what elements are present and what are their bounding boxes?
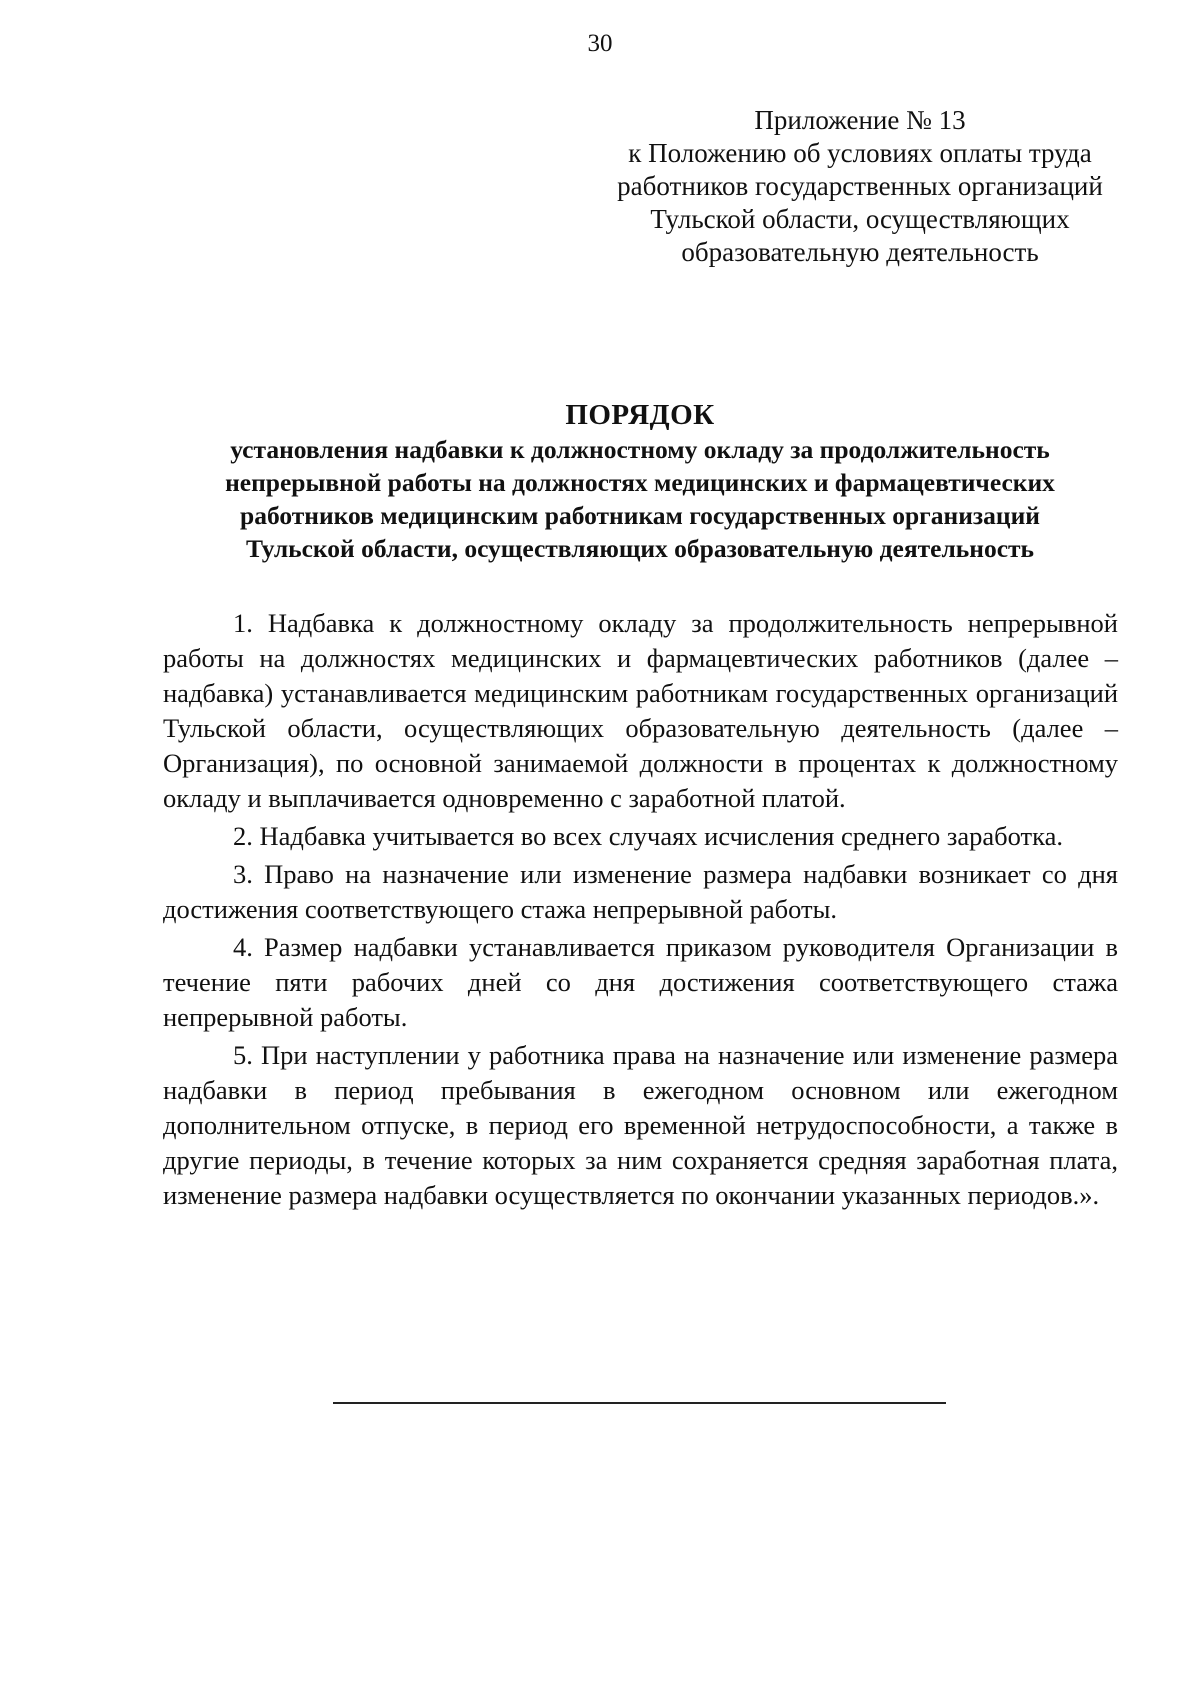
title-subtitle-line: установления надбавки к должностному окладу за продолжительность [230, 435, 1050, 464]
title-main: ПОРЯДОК [565, 399, 715, 431]
paragraph-4: 4. Размер надбавки устанавливается приказом руководителя Организации в течение пяти рабочих дней со дня достижения соответствующего стажа непрерывной работы. [163, 932, 1118, 1032]
appendix-reference [580, 104, 1140, 269]
end-divider-line [333, 1402, 946, 1404]
title-subtitle-line: работников медицинским работникам государственных организаций [240, 501, 1040, 530]
appendix-line: работников государственных организаций [617, 171, 1103, 201]
title-subtitle-line: непрерывной работы на должностях медицинских и фармацевтических [225, 468, 1055, 497]
appendix-line: образовательную деятельность [681, 237, 1039, 267]
appendix-line: к Положению об условиях оплаты труда [628, 138, 1092, 168]
paragraph-1: 1. Надбавка к должностному окладу за продолжительность непрерывной работы на должностях медицинских и фармацевтических работников (далее – надбавка) устанавливается медицинским работникам государственных организаций Тульской области, осуществляющих образовательную деятельность (далее – Организация), по основной занимаемой должности в процентах к должностному окладу и выплачивается одновременно с заработной платой. [163, 608, 1118, 813]
document-title [140, 397, 1140, 565]
paragraph-3: 3. Право на назначение или изменение размера надбавки возникает со дня достижения соответствующего стажа непрерывной работы. [163, 859, 1118, 924]
document-body [163, 606, 1118, 1216]
page-number: 30 [587, 30, 613, 57]
paragraph-5: 5. При наступлении у работника права на назначение или изменение размера надбавки в период пребывания в ежегодном основном или ежегодном дополнительном отпуске, в период его временной нетрудоспособности, а также в другие периоды, в течение которых за ним сохраняется средняя заработная плата, изменение размера надбавки осуществляется по окончании указанных периодов.». [163, 1040, 1118, 1210]
title-subtitle-line: Тульской области, осуществляющих образовательную деятельность [245, 534, 1035, 563]
paragraph-2: 2. Надбавка учитывается во всех случаях исчисления среднего заработка. [233, 821, 1063, 851]
appendix-line: Тульской области, осуществляющих [650, 204, 1070, 234]
title-subtitle [140, 433, 1140, 565]
appendix-line: Приложение № 13 [754, 105, 966, 135]
